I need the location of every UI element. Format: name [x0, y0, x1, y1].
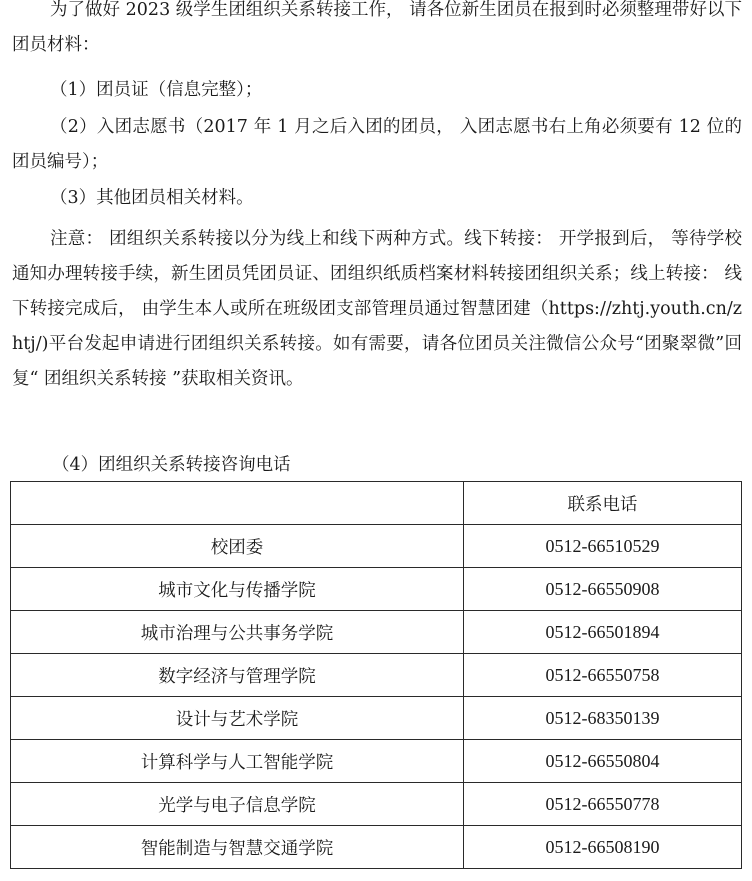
- table-header-row: [11, 482, 742, 525]
- table-row: [11, 783, 742, 826]
- table-row: [11, 826, 742, 869]
- table-row: [11, 568, 742, 611]
- phone-number: 0512-66550908: [464, 568, 742, 611]
- header-phone-cell: 联系电话: [464, 482, 742, 525]
- phone-number: 0512-66550804: [464, 740, 742, 783]
- table-row: [11, 611, 742, 654]
- table-caption: （4）团组织关系转接咨询电话: [52, 455, 291, 475]
- phone-number: 0512-66550758: [464, 654, 742, 697]
- table-row: [11, 740, 742, 783]
- phone-number: 0512-66508190: [464, 826, 742, 869]
- item-1: （1）团员证（信息完整）；: [50, 80, 263, 100]
- unit-name: 智能制造与智慧交通学院: [11, 826, 464, 869]
- phone-number: 0512-66510529: [464, 525, 742, 568]
- note-paragraph: 注意： 团组织关系转接以分为线上和线下两种方式。线下转接： 开学报到后， 等待学校通知办理转接手续，新生团员凭团员证、团组织纸质档案材料转接团组织关系；线上转接： 线下转接完成后， 由学生本人或所在班级团支部管理员通过智慧团建（https://zhtj.youth.cn/zhtj/)平台发起申请进行团组织关系转接。如有需要，请各位团员关注微信公众号“团聚翠微”回复“ 团组织关系转接 ”获取相关资讯。: [12, 229, 742, 389]
- contact-table: [10, 481, 742, 869]
- table-row: [11, 525, 742, 568]
- table-row: [11, 654, 742, 697]
- unit-name: 城市治理与公共事务学院: [11, 611, 464, 654]
- phone-number: 0512-68350139: [464, 697, 742, 740]
- table-row: [11, 697, 742, 740]
- phone-number: 0512-66501894: [464, 611, 742, 654]
- unit-name: 计算科学与人工智能学院: [11, 740, 464, 783]
- phone-number: 0512-66550778: [464, 783, 742, 826]
- unit-name: 校团委: [11, 525, 464, 568]
- unit-name: 设计与艺术学院: [11, 697, 464, 740]
- unit-name: 光学与电子信息学院: [11, 783, 464, 826]
- item-3: （3）其他团员相关材料。: [50, 188, 254, 208]
- header-name-cell: [11, 482, 464, 525]
- unit-name: 数字经济与管理学院: [11, 654, 464, 697]
- unit-name: 城市文化与传播学院: [11, 568, 464, 611]
- item-2: （2）入团志愿书（2017 年 1 月之后入团的团员， 入团志愿书右上角必须要有 12 位的团员编号）；: [12, 117, 742, 172]
- intro-paragraph: 为了做好 2023 级学生团组织关系转接工作， 请各位新生团员在报到时必须整理带好以下团员材料：: [12, 0, 742, 55]
